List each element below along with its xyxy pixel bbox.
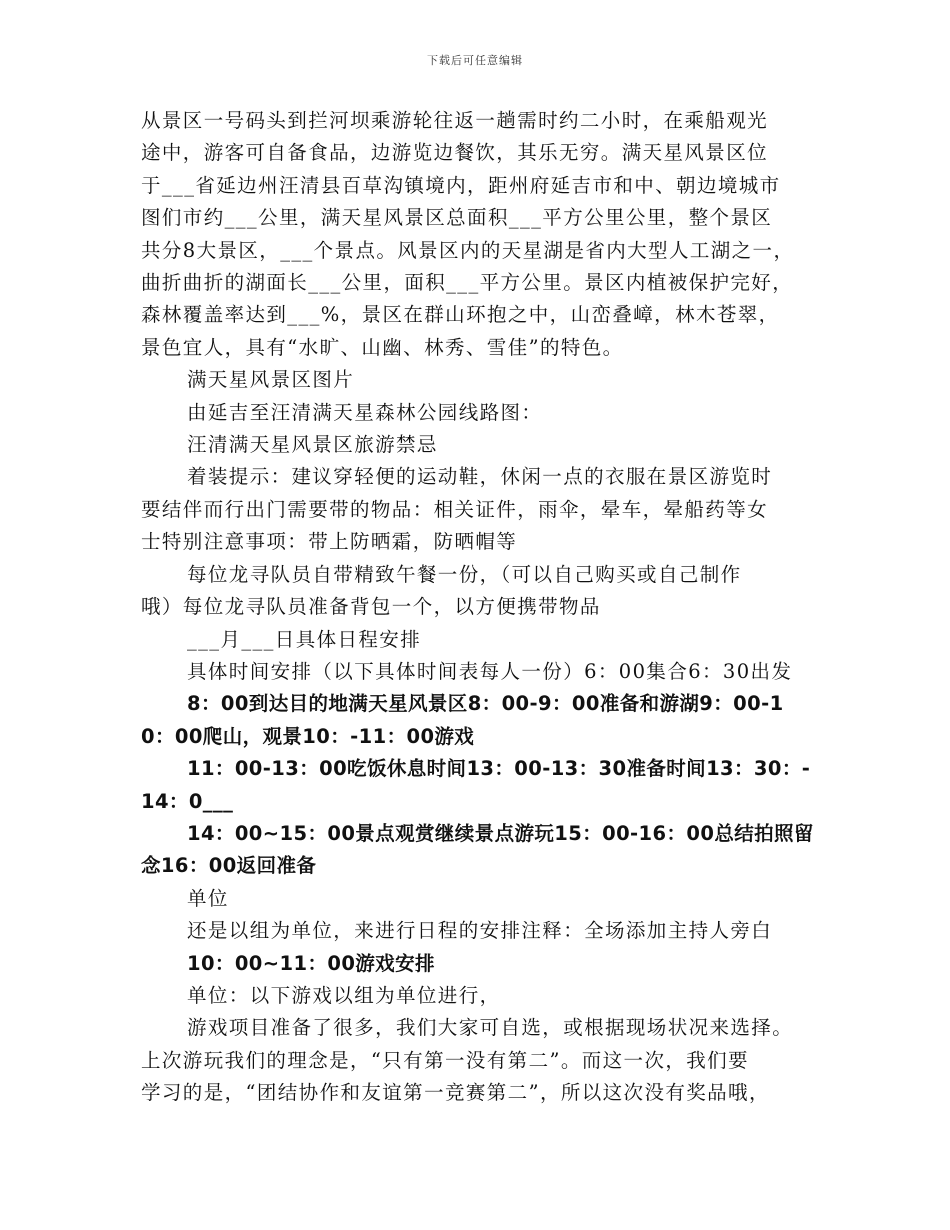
paragraph <box>141 948 831 980</box>
text-line: 上次游玩我们的理念是，“只有第一没有第二”。而这一次，我们要 <box>141 1048 749 1072</box>
text-line: 单位 <box>187 886 229 910</box>
paragraph <box>141 883 831 915</box>
paragraph <box>141 429 831 461</box>
paragraph <box>141 105 831 364</box>
paragraph <box>141 461 831 558</box>
document-body <box>141 105 831 1110</box>
text-line: 哦）每位龙寻队员准备背包一个，以方便携带物品 <box>141 595 601 619</box>
text-line: 森林覆盖率达到___%，景区在群山环抱之中，山峦叠嶂，林木苍翠， <box>141 303 780 327</box>
text-line: 每位龙寻队员自带精致午餐一份，（可以自己购买或自己制作 <box>187 562 742 586</box>
text-line: 士特别注意事项：带上防晒霜，防晒帽等 <box>141 530 518 554</box>
paragraph <box>141 1012 831 1109</box>
text-line: 要结伴而行出门需要带的物品：相关证件，雨伞，晕车，晕船药等女 <box>141 497 769 521</box>
text-line: 从景区一号码头到拦河坝乘游轮往返一趟需时约二小时，在乘船观光 <box>141 109 769 132</box>
text-line: 着装提示：建议穿轻便的运动鞋，休闲一点的衣服在景区游览时 <box>187 465 773 489</box>
text-line: 汪清满天星风景区旅游禁忌 <box>187 433 438 457</box>
text-line: ___月___日具体日程安排 <box>187 627 422 651</box>
text-line: 于___省延边州汪清县百草沟镇境内，距州府延吉市和中、朝边境城市 <box>141 173 781 197</box>
text-line: 还是以组为单位，来进行日程的安排注释：全场添加主持人旁白 <box>187 919 773 943</box>
paragraph <box>141 688 831 753</box>
paragraph <box>141 559 831 624</box>
text-line: 曲折曲折的湖面长___公里，面积___平方公里。景区内植被保护完好， <box>141 271 794 295</box>
text-line: 8：00到达目的地满天星风景区8：00-9：00准备和游湖9：00-1 <box>187 692 784 716</box>
text-line: 单位：以下游戏以组为单位进行， <box>187 983 501 1007</box>
text-line: 由延吉至汪清满天星森林公园线路图： <box>187 400 543 424</box>
text-line: 满天星风景区图片 <box>187 368 355 392</box>
paragraph <box>141 364 831 396</box>
text-line: 0：00爬山，观景10：-11：00游戏 <box>141 724 475 748</box>
text-line: 景色宜人，具有“水旷、山幽、林秀、雪佳”的特色。 <box>141 335 624 359</box>
text-line: 共分8大景区，___个景点。风景区内的天星湖是省内大型人工湖之一， <box>141 238 795 262</box>
text-line: 10：00~11：00游戏安排 <box>187 951 435 975</box>
text-line: 学习的是，“团结协作和友谊第一竞赛第二”，所以这次没有奖品哦， <box>141 1081 770 1105</box>
text-line: 14：00~15：00景点观赏继续景点游玩15：00-16：00总结拍照留 <box>187 821 814 845</box>
text-line: 11：00-13：00吃饭休息时间13：00-13：30准备时间13：30：- <box>187 757 811 781</box>
paragraph <box>141 915 831 947</box>
paragraph <box>141 624 831 656</box>
paragraph <box>141 980 831 1012</box>
text-line: 14：0___ <box>141 789 234 813</box>
paragraph <box>141 818 831 883</box>
text-line: 具体时间安排（以下具体时间表每人一份）6：00集合6：30出发 <box>187 659 793 683</box>
text-line: 途中，游客可自备食品，边游览边餐饮，其乐无穷。满天星风景区位 <box>141 141 769 165</box>
text-line: 念16：00返回准备 <box>141 854 317 878</box>
paragraph <box>141 656 831 688</box>
paragraph <box>141 753 831 818</box>
text-line: 图们市约___公里，满天星风景区总面积___平方公里公里，整个景区 <box>141 206 773 230</box>
paragraph <box>141 397 831 429</box>
text-line: 游戏项目准备了很多，我们大家可自选，或根据现场状况来选择。 <box>187 1016 794 1040</box>
page-header: 下载后可任意编辑 <box>427 54 523 67</box>
